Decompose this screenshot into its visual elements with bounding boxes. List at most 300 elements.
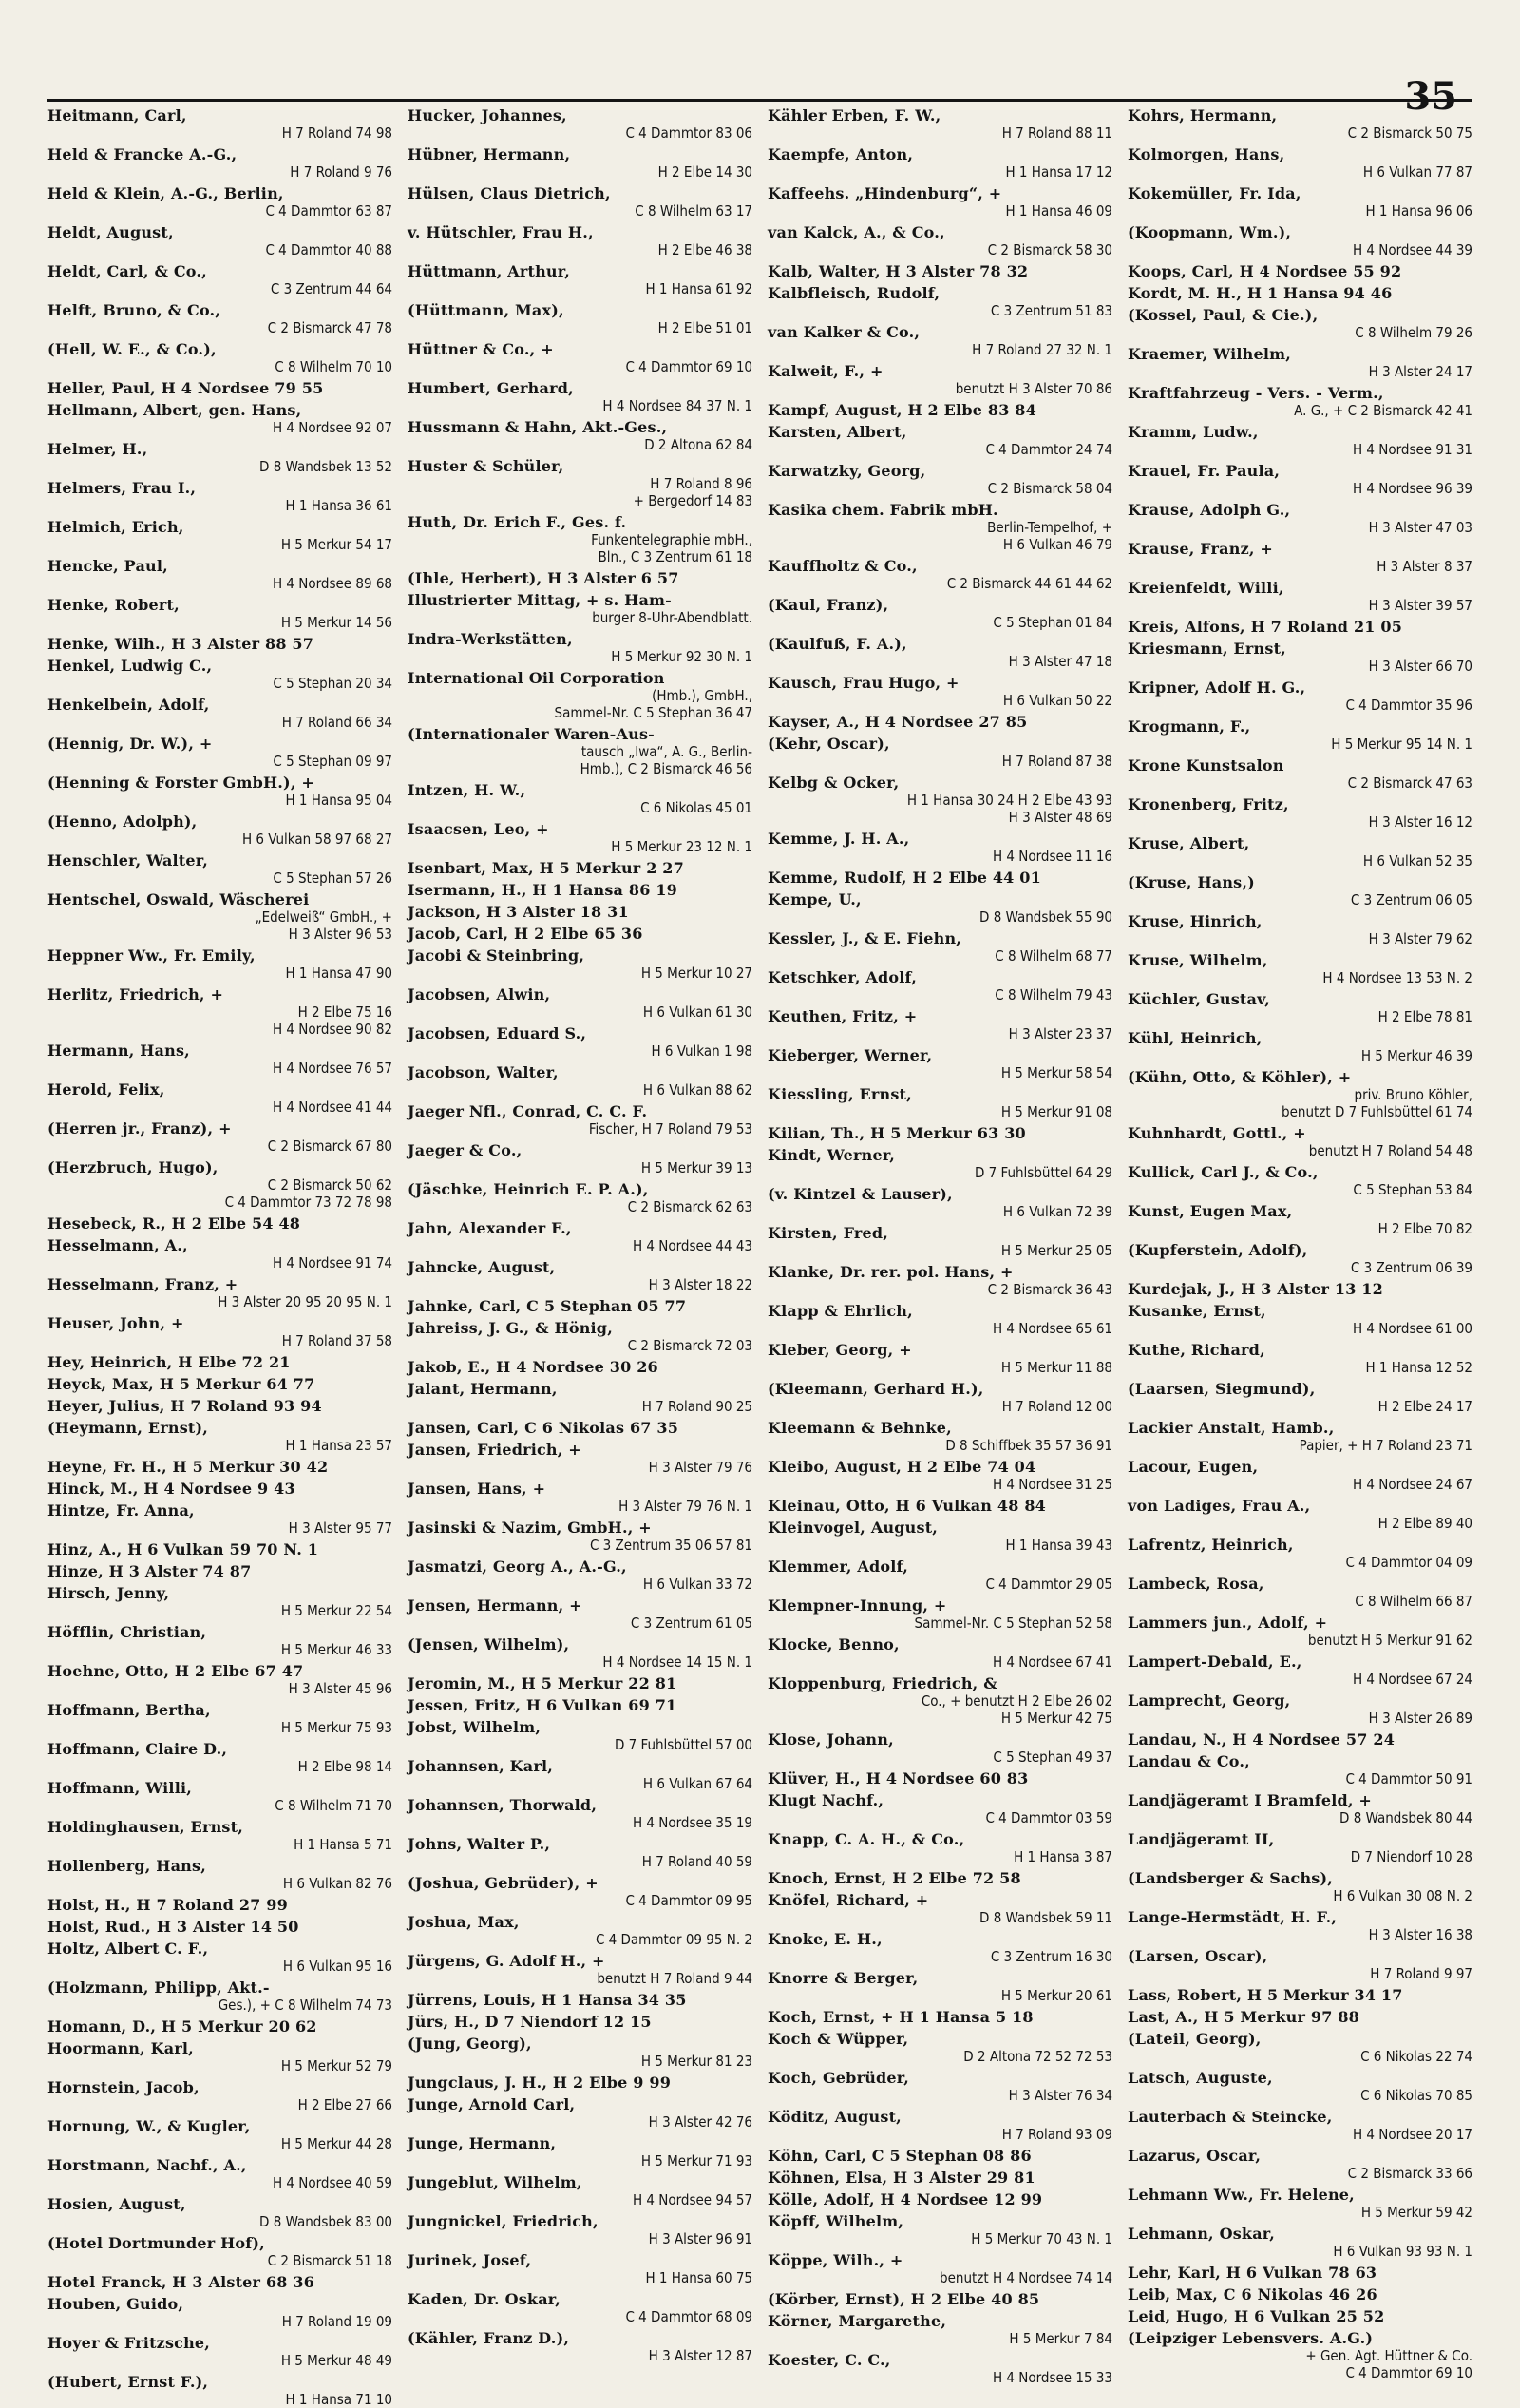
entry-phone-line: H 3 Alster 79 62 <box>1368 930 1472 947</box>
entry-name: Kordt, M. H., H 1 Hansa 94 46 <box>1128 284 1393 302</box>
directory-entry <box>1128 2307 1472 2325</box>
directory-entry <box>768 1791 1112 1826</box>
entry-name: Jaeger Nfl., Conrad, C. C. F. <box>408 1102 648 1120</box>
entry-name: Kausch, Frau Hugo, + <box>768 674 960 692</box>
entry-phone-line: H 1 Hansa 71 10 <box>285 2391 392 2408</box>
directory-entry <box>768 2351 1112 2386</box>
entry-name: Karsten, Albert, <box>768 423 907 441</box>
directory-entry <box>768 674 1112 709</box>
directory-entry <box>1128 2147 1472 2182</box>
entry-name: (Joshua, Gebrüder), + <box>408 1874 598 1892</box>
directory-entry <box>48 1080 392 1116</box>
entry-name: Hotel Franck, H 3 Alster 68 36 <box>48 2273 315 2291</box>
entry-name: Jurinek, Josef, <box>408 2251 532 2269</box>
directory-entry <box>408 1141 752 1176</box>
entry-phone-line: C 4 Dammtor 83 06 <box>625 124 752 142</box>
entry-name: Kurdejak, J., H 3 Alster 13 12 <box>1128 1280 1383 1298</box>
directory-entry <box>768 1341 1112 1376</box>
entry-phone-line: H 6 Vulkan 93 93 N. 1 <box>1333 2243 1472 2260</box>
directory-entry <box>408 2173 752 2208</box>
entry-name: Krause, Franz, + <box>1128 540 1274 558</box>
entry-phone-line: H 3 Alster 96 53 <box>288 926 392 943</box>
directory-entry <box>408 301 752 336</box>
entry-name: (Jung, Georg), <box>408 2035 532 2053</box>
entry-name: Klugt Nachf., <box>768 1791 884 1809</box>
directory-entry <box>48 2373 392 2408</box>
entry-phone-line: C 8 Wilhelm 71 70 <box>275 1797 392 1814</box>
directory-entry <box>768 462 1112 497</box>
directory-entry <box>408 630 752 665</box>
entry-name: Landau, N., H 4 Nordsee 57 24 <box>1128 1730 1396 1749</box>
directory-entry <box>768 323 1112 358</box>
directory-entry <box>1128 1302 1472 1337</box>
entry-name: Hinze, H 3 Alster 74 87 <box>48 1562 252 1580</box>
entry-phone-line: Funkentelegraphie mbH., <box>591 531 752 548</box>
entry-name: Kilian, Th., H 5 Merkur 63 30 <box>768 1124 1026 1142</box>
entry-phone-line: H 5 Merkur 59 42 <box>1360 2204 1472 2221</box>
directory-entry <box>48 2117 392 2152</box>
entry-name: Höfflin, Christian, <box>48 1623 207 1641</box>
entry-phone-line: C 2 Bismarck 33 66 <box>1347 2165 1472 2182</box>
directory-entry <box>408 1796 752 1831</box>
entry-phone-line: D 8 Wandsbek 13 52 <box>259 458 392 475</box>
directory-entry <box>1128 1341 1472 1376</box>
entry-phone-line: H 7 Roland 88 11 <box>1001 124 1112 142</box>
entry-phone-line: Ges.), + C 8 Wilhelm 74 73 <box>218 1997 392 2014</box>
entry-phone-line: H 7 Roland 9 97 <box>1370 1965 1472 1982</box>
directory-entry <box>1128 423 1472 458</box>
entry-name: Kölle, Adolf, H 4 Nordsee 12 99 <box>768 2190 1043 2208</box>
entry-name: van Kalker & Co., <box>768 323 921 341</box>
entry-phone-line: H 6 Vulkan 82 76 <box>282 1875 392 1892</box>
entry-phone-line: tausch „Iwa“, A. G., Berlin- <box>580 743 752 760</box>
entry-phone-line: H 4 Nordsee 44 39 <box>1352 241 1472 258</box>
entry-phone-line: H 7 Roland 87 38 <box>1001 753 1112 770</box>
directory-entry <box>48 985 392 1038</box>
entry-phone-line: Papier, + H 7 Roland 23 71 <box>1299 1437 1472 1454</box>
entry-name: Jobst, Wilhelm, <box>408 1718 542 1736</box>
entry-phone-line: C 3 Zentrum 06 05 <box>1350 891 1472 908</box>
entry-phone-line: H 5 Merkur 46 39 <box>1360 1047 1472 1064</box>
entry-name: Kunst, Eugen Max, <box>1128 1202 1293 1220</box>
entry-phone-line: + Gen. Agt. Hüttner & Co. <box>1305 2347 1472 2364</box>
entry-name: Kaffeehs. „Hindenburg“, + <box>768 184 1002 202</box>
entry-name: Lacour, Eugen, <box>1128 1458 1259 1476</box>
entry-name: Heitmann, Carl, <box>48 106 187 124</box>
entry-name: Hoffmann, Willi, <box>48 1779 193 1797</box>
entry-phone-line: D 8 Wandsbek 83 00 <box>259 2213 392 2230</box>
entry-name: Junge, Arnold Carl, <box>408 2095 576 2113</box>
directory-entry <box>48 2039 392 2074</box>
entry-phone-line: D 7 Fuhlsbüttel 57 00 <box>614 1736 752 1753</box>
entry-name: Isaacsen, Leo, + <box>408 820 549 838</box>
directory-entry <box>48 1119 392 1155</box>
directory-entry <box>408 591 752 626</box>
entry-phone-line: C 8 Wilhelm 63 17 <box>635 202 752 220</box>
entry-phone-line: H 5 Merkur 20 61 <box>1000 1987 1112 2004</box>
entry-name: Henkelbein, Adolf, <box>48 696 210 714</box>
entry-phone-line: H 5 Merkur 48 49 <box>280 2352 392 2369</box>
entry-name: Houben, Guido, <box>48 2295 184 2313</box>
entry-phone-line: H 5 Merkur 44 28 <box>280 2135 392 2152</box>
entry-phone-line: C 5 Stephan 57 26 <box>273 870 392 887</box>
directory-entry <box>768 1730 1112 1766</box>
entry-name: (Kaulfuß, F. A.), <box>768 635 907 653</box>
directory-entry <box>48 2273 392 2291</box>
entry-name: Held & Francke A.-G., <box>48 145 238 163</box>
entry-name: Kayser, A., H 4 Nordsee 27 85 <box>768 713 1028 731</box>
entry-phone-line: H 5 Merkur 42 75 <box>1000 1710 1112 1727</box>
entry-name: Köhnen, Elsa, H 3 Alster 29 81 <box>768 2169 1036 2187</box>
directory-entry <box>48 635 392 653</box>
entry-phone-line: C 2 Bismarck 47 78 <box>267 319 392 336</box>
entry-phone-line: H 1 Hansa 96 06 <box>1365 202 1472 220</box>
entry-name: Kalweit, F., + <box>768 362 884 380</box>
entry-phone-line: C 4 Dammtor 04 09 <box>1345 1554 1472 1571</box>
entry-name: (Jensen, Wilhelm), <box>408 1635 570 1653</box>
entry-name: Heppner Ww., Fr. Emily, <box>48 946 256 965</box>
entry-name: Kirsten, Fred, <box>768 1224 889 1242</box>
directory-entry <box>48 1896 392 1914</box>
page-number: 35 <box>1404 74 1457 119</box>
entry-phone-line: H 7 Roland 12 00 <box>1001 1398 1112 1415</box>
entry-name: Hirsch, Jenny, <box>48 1584 170 1602</box>
entry-name: (Henning & Forster GmbH.), + <box>48 774 314 792</box>
entry-name: Jeromin, M., H 5 Merkur 22 81 <box>408 1674 677 1692</box>
entry-phone-line: H 3 Alster 96 91 <box>648 2230 752 2247</box>
entry-name: International Oil Corporation <box>408 669 665 687</box>
directory-columns <box>48 106 1472 2408</box>
entry-name: Herold, Felix, <box>48 1080 165 1099</box>
entry-name: Jürs, H., D 7 Niendorf 12 15 <box>408 2013 652 2031</box>
entry-phone-line: H 6 Vulkan 30 08 N. 2 <box>1333 1887 1472 1904</box>
entry-name: (Herzbruch, Hugo), <box>48 1158 218 1176</box>
entry-name: Kampf, August, H 2 Elbe 83 84 <box>768 401 1036 419</box>
directory-entry <box>408 1596 752 1632</box>
entry-name: Kessler, J., & E. Fiehn, <box>768 929 962 947</box>
entry-phone-line: H 5 Merkur 54 17 <box>280 536 392 553</box>
entry-name: Ketschker, Adolf, <box>768 968 918 986</box>
entry-name: (Kaul, Franz), <box>768 596 889 614</box>
entry-name: Hoffmann, Bertha, <box>48 1701 211 1719</box>
directory-entry <box>768 1263 1112 1298</box>
directory-entry <box>768 1380 1112 1415</box>
entry-name: Hellmann, Albert, gen. Hans, <box>48 401 302 419</box>
entry-name: Kloppenburg, Friedrich, & <box>768 1674 998 1692</box>
directory-entry <box>48 1918 392 1936</box>
directory-entry <box>408 1319 752 1354</box>
entry-phone-line: C 3 Zentrum 44 64 <box>270 280 392 297</box>
entry-name: Jungclaus, J. H., H 2 Elbe 9 99 <box>408 2074 672 2092</box>
entry-phone-line: H 7 Roland 90 25 <box>641 1398 752 1415</box>
entry-name: Kohrs, Hermann, <box>1128 106 1278 124</box>
entry-name: (Kupferstein, Adolf), <box>1128 1241 1308 1259</box>
entry-name: Hinck, M., H 4 Nordsee 9 43 <box>48 1480 295 1498</box>
entry-name: Lammers jun., Adolf, + <box>1128 1614 1328 1632</box>
directory-entry <box>408 1380 752 1415</box>
entry-phone-line: H 3 Alster 79 76 N. 1 <box>618 1498 752 1515</box>
entry-name: (Ihle, Herbert), H 3 Alster 6 57 <box>408 569 679 587</box>
directory-entry <box>768 774 1112 826</box>
directory-entry <box>768 1497 1112 1515</box>
entry-phone-line: H 6 Vulkan 52 35 <box>1362 852 1472 870</box>
directory-entry <box>408 2134 752 2169</box>
entry-name: Hoyer & Fritzsche, <box>48 2334 211 2352</box>
entry-phone-line: „Edelweiß“ GmbH., + <box>255 908 392 926</box>
entry-name: Leib, Max, C 6 Nikolas 46 26 <box>1128 2285 1378 2303</box>
entry-name: Klose, Johann, <box>768 1730 894 1749</box>
entry-name: Lampert-Debald, E., <box>1128 1653 1302 1671</box>
directory-entry <box>48 2334 392 2369</box>
entry-phone-line: H 3 Alster 23 37 <box>1008 1025 1112 1042</box>
entry-name: Karwatzky, Georg, <box>768 462 926 480</box>
entry-name: Körner, Margarethe, <box>768 2312 947 2330</box>
entry-name: (Hüttmann, Max), <box>408 301 564 319</box>
entry-phone-line: A. G., + C 2 Bismarck 42 41 <box>1294 402 1472 419</box>
directory-entry <box>1128 717 1472 753</box>
entry-phone-line: + Bergedorf 14 83 <box>633 492 752 509</box>
entry-phone-line: C 2 Bismarck 50 75 <box>1347 124 1472 142</box>
directory-entry <box>48 1214 392 1233</box>
entry-phone-line: H 2 Elbe 51 01 <box>657 319 752 336</box>
directory-entry <box>48 1701 392 1736</box>
directory-entry <box>48 1562 392 1580</box>
directory-entry <box>1128 2069 1472 2104</box>
directory-entry <box>768 1769 1112 1787</box>
entry-name: von Ladiges, Frau A., <box>1128 1497 1311 1515</box>
entry-phone-line: C 8 Wilhelm 66 87 <box>1355 1593 1472 1610</box>
entry-name: Kronenberg, Fritz, <box>1128 795 1289 813</box>
entry-phone-line: D 7 Niendorf 10 28 <box>1350 1848 1472 1865</box>
entry-name: Landjägeramt I Bramfeld, + <box>1128 1791 1373 1809</box>
entry-phone-line: Hmb.), C 2 Bismarck 46 56 <box>580 760 752 777</box>
directory-entry <box>408 1258 752 1293</box>
entry-name: (Laarsen, Siegmund), <box>1128 1380 1316 1398</box>
entry-name: Lehmann, Oskar, <box>1128 2225 1275 2243</box>
entry-name: Jasmatzi, Georg A., A.-G., <box>408 1558 627 1576</box>
entry-name: Huster & Schüler, <box>408 457 564 475</box>
entry-phone-line: H 5 Merkur 14 56 <box>280 614 392 631</box>
entry-phone-line: C 4 Dammtor 40 88 <box>265 241 392 258</box>
entry-name: Hinz, A., H 6 Vulkan 59 70 N. 1 <box>48 1540 319 1558</box>
directory-entry <box>408 1180 752 1215</box>
entry-name: Kripner, Adolf H. G., <box>1128 678 1306 697</box>
entry-name: (Kühn, Otto, & Köhler), + <box>1128 1068 1352 1086</box>
directory-entry <box>48 851 392 887</box>
directory-entry <box>408 903 752 921</box>
entry-phone-line: H 1 Hansa 47 90 <box>285 965 392 982</box>
directory-entry <box>768 1046 1112 1081</box>
entry-phone-line: H 6 Vulkan 67 64 <box>642 1775 752 1792</box>
directory-entry <box>408 2095 752 2131</box>
directory-entry <box>1128 2186 1472 2221</box>
directory-entry <box>408 1991 752 2009</box>
directory-entry <box>48 657 392 692</box>
directory-entry <box>768 1124 1112 1142</box>
entry-phone-line: H 7 Roland 27 32 N. 1 <box>972 341 1112 358</box>
entry-phone-line: Bln., C 3 Zentrum 61 18 <box>598 548 752 565</box>
directory-entry <box>768 1007 1112 1042</box>
entry-phone-line: benutzt H 7 Roland 9 44 <box>597 1970 752 1987</box>
entry-name: Jensen, Hermann, + <box>408 1596 582 1615</box>
entry-name: Heller, Paul, H 4 Nordsee 79 55 <box>48 379 324 397</box>
directory-entry <box>408 513 752 565</box>
directory-entry <box>48 2295 392 2330</box>
entry-name: Heyer, Julius, H 7 Roland 93 94 <box>48 1397 322 1415</box>
entry-name: Jacobi & Steinbring, <box>408 946 585 965</box>
entry-phone-line: H 2 Elbe 70 82 <box>1378 1220 1472 1237</box>
entry-phone-line: H 7 Roland 66 34 <box>281 714 392 731</box>
entry-phone-line: Sammel-Nr. C 5 Stephan 52 58 <box>914 1615 1112 1632</box>
entry-name: Henschler, Walter, <box>48 851 209 870</box>
entry-phone-line: H 3 Alster 48 69 <box>1008 809 1112 826</box>
entry-phone-line: H 4 Nordsee 65 61 <box>992 1320 1112 1337</box>
directory-entry <box>48 1419 392 1454</box>
entry-name: Lafrentz, Heinrich, <box>1128 1536 1294 1554</box>
directory-entry <box>48 1480 392 1498</box>
entry-name: (Hotel Dortmunder Hof), <box>48 2234 265 2252</box>
directory-entry <box>1128 1163 1472 1198</box>
entry-name: Kramm, Ludw., <box>1128 423 1259 441</box>
entry-phone-line: priv. Bruno Köhler, <box>1354 1086 1472 1103</box>
directory-entry <box>408 1519 752 1554</box>
directory-entry <box>408 145 752 181</box>
entry-name: Kalbfleisch, Rudolf, <box>768 284 940 302</box>
entry-name: Holst, H., H 7 Roland 27 99 <box>48 1896 288 1914</box>
directory-entry <box>1128 1280 1472 1298</box>
entry-phone-line: H 4 Nordsee 61 00 <box>1352 1320 1472 1337</box>
entry-phone-line: H 4 Nordsee 67 41 <box>992 1653 1112 1671</box>
entry-name: Koch & Wüpper, <box>768 2030 909 2048</box>
entry-phone-line: (Hmb.), GmbH., <box>652 687 752 704</box>
entry-name: Lehmann Ww., Fr. Helene, <box>1128 2186 1355 2204</box>
entry-phone-line: H 4 Nordsee 31 25 <box>992 1476 1112 1493</box>
entry-phone-line: H 2 Elbe 89 40 <box>1378 1515 1472 1532</box>
entry-name: Lambeck, Rosa, <box>1128 1575 1264 1593</box>
entry-phone-line: H 5 Merkur 39 13 <box>640 1159 752 1176</box>
entry-name: Klüver, H., H 4 Nordsee 60 83 <box>768 1769 1029 1787</box>
entry-phone-line: C 3 Zentrum 35 06 57 81 <box>589 1537 752 1554</box>
directory-entry <box>48 1584 392 1619</box>
entry-name: Jacobson, Walter, <box>408 1063 559 1081</box>
entry-phone-line: D 2 Altona 72 52 72 53 <box>963 2048 1112 2065</box>
entry-phone-line: H 1 Hansa 17 12 <box>1005 163 1112 181</box>
entry-phone-line: benutzt H 5 Merkur 91 62 <box>1307 1632 1472 1649</box>
directory-entry <box>1128 1691 1472 1727</box>
directory-entry <box>408 820 752 855</box>
entry-name: Klemmer, Adolf, <box>768 1558 909 1576</box>
directory-entry <box>768 1085 1112 1120</box>
entry-phone-line: H 4 Nordsee 76 57 <box>272 1060 392 1077</box>
entry-name: Jungeblut, Wilhelm, <box>408 2173 582 2191</box>
entry-name: Hentschel, Oswald, Wäscherei <box>48 890 310 908</box>
entry-phone-line: C 4 Dammtor 50 91 <box>1345 1770 1472 1787</box>
entry-phone-line: Co., + benutzt H 2 Elbe 26 02 <box>921 1692 1112 1710</box>
entry-phone-line: C 5 Stephan 53 84 <box>1353 1181 1472 1198</box>
entry-name: Jakob, E., H 4 Nordsee 30 26 <box>408 1358 658 1376</box>
entry-phone-line: H 3 Alster 42 76 <box>648 2113 752 2131</box>
entry-name: (Leipziger Lebensvers. A.G.) <box>1128 2329 1374 2347</box>
directory-entry <box>1128 2285 1472 2303</box>
entry-name: Kullick, Carl J., & Co., <box>1128 1163 1319 1181</box>
entry-name: Henkel, Ludwig C., <box>48 657 213 675</box>
directory-entry <box>768 713 1112 731</box>
directory-entry <box>48 223 392 258</box>
entry-phone-line: H 5 Merkur 46 33 <box>280 1641 392 1658</box>
directory-entry <box>1128 1653 1472 1688</box>
entry-name: Jalant, Hermann, <box>408 1380 558 1398</box>
entry-phone-line: C 2 Bismarck 58 04 <box>987 480 1112 497</box>
entry-phone-line: H 5 Merkur 92 30 N. 1 <box>611 648 752 665</box>
directory-entry <box>408 946 752 982</box>
entry-name: Kleinvogel, August, <box>768 1519 939 1537</box>
entry-name: Kleinau, Otto, H 6 Vulkan 48 84 <box>768 1497 1046 1515</box>
directory-entry <box>408 1835 752 1870</box>
entry-phone-line: H 2 Elbe 27 66 <box>297 2096 392 2113</box>
directory-entry <box>48 1818 392 1853</box>
directory-entry <box>1128 678 1472 714</box>
entry-phone-line: C 3 Zentrum 51 83 <box>990 302 1112 319</box>
directory-entry <box>768 501 1112 553</box>
directory-entry <box>48 596 392 631</box>
entry-phone-line: C 4 Dammtor 09 95 <box>625 1892 752 1909</box>
directory-entry <box>408 881 752 899</box>
directory-entry <box>1128 990 1472 1025</box>
entry-name: Hesselmann, A., <box>48 1236 188 1254</box>
directory-entry <box>1128 1730 1472 1749</box>
directory-entry <box>1128 2329 1472 2381</box>
entry-name: Jansen, Carl, C 6 Nikolas 67 35 <box>408 1419 679 1437</box>
entry-name: Jahncke, August, <box>408 1258 556 1276</box>
directory-entry <box>48 946 392 982</box>
entry-name: (Henno, Adolph), <box>48 812 198 831</box>
entry-name: Horstmann, Nachf., A., <box>48 2156 247 2174</box>
entry-phone-line: H 3 Alster 26 89 <box>1368 1710 1472 1727</box>
entry-name: Heldt, Carl, & Co., <box>48 262 207 280</box>
directory-entry <box>408 1297 752 1315</box>
directory-entry <box>768 635 1112 670</box>
entry-phone-line: H 6 Vulkan 46 79 <box>1002 536 1112 553</box>
entry-phone-line: H 5 Merkur 58 54 <box>1000 1064 1112 1081</box>
directory-entry <box>48 1314 392 1349</box>
entry-name: Krause, Adolph G., <box>1128 501 1291 519</box>
entry-name: Humbert, Gerhard, <box>408 379 574 397</box>
entry-phone-line: H 4 Nordsee 40 59 <box>272 2174 392 2191</box>
entry-phone-line: H 1 Hansa 23 57 <box>285 1437 392 1454</box>
entry-phone-line: H 6 Vulkan 95 16 <box>282 1958 392 1975</box>
entry-name: Kleibo, August, H 2 Elbe 74 04 <box>768 1458 1036 1476</box>
entry-phone-line: H 4 Nordsee 15 33 <box>992 2369 1112 2386</box>
entry-phone-line: C 4 Dammtor 69 10 <box>625 358 752 375</box>
directory-entry <box>48 1501 392 1537</box>
entry-phone-line: H 2 Elbe 78 81 <box>1378 1008 1472 1025</box>
entry-phone-line: C 4 Dammtor 03 59 <box>985 1809 1112 1826</box>
entry-phone-line: C 2 Bismarck 44 61 44 62 <box>946 575 1112 592</box>
entry-name: Koch, Gebrüder, <box>768 2069 910 2087</box>
entry-name: Jürrens, Louis, H 1 Hansa 34 35 <box>408 1991 687 2009</box>
entry-name: Hübner, Hermann, <box>408 145 571 163</box>
entry-name: (Larsen, Oscar), <box>1128 1947 1268 1965</box>
directory-entry <box>408 1419 752 1437</box>
directory-entry <box>48 401 392 436</box>
entry-phone-line: H 4 Nordsee 91 31 <box>1352 441 1472 458</box>
entry-name: Kuhnhardt, Gottl., + <box>1128 1124 1306 1142</box>
entry-phone-line: H 1 Hansa 39 43 <box>1005 1537 1112 1554</box>
directory-entry <box>768 2147 1112 2165</box>
entry-phone-line: H 2 Elbe 24 17 <box>1378 1398 1472 1415</box>
entry-phone-line: C 2 Bismarck 72 03 <box>627 1337 752 1354</box>
directory-entry <box>768 890 1112 926</box>
